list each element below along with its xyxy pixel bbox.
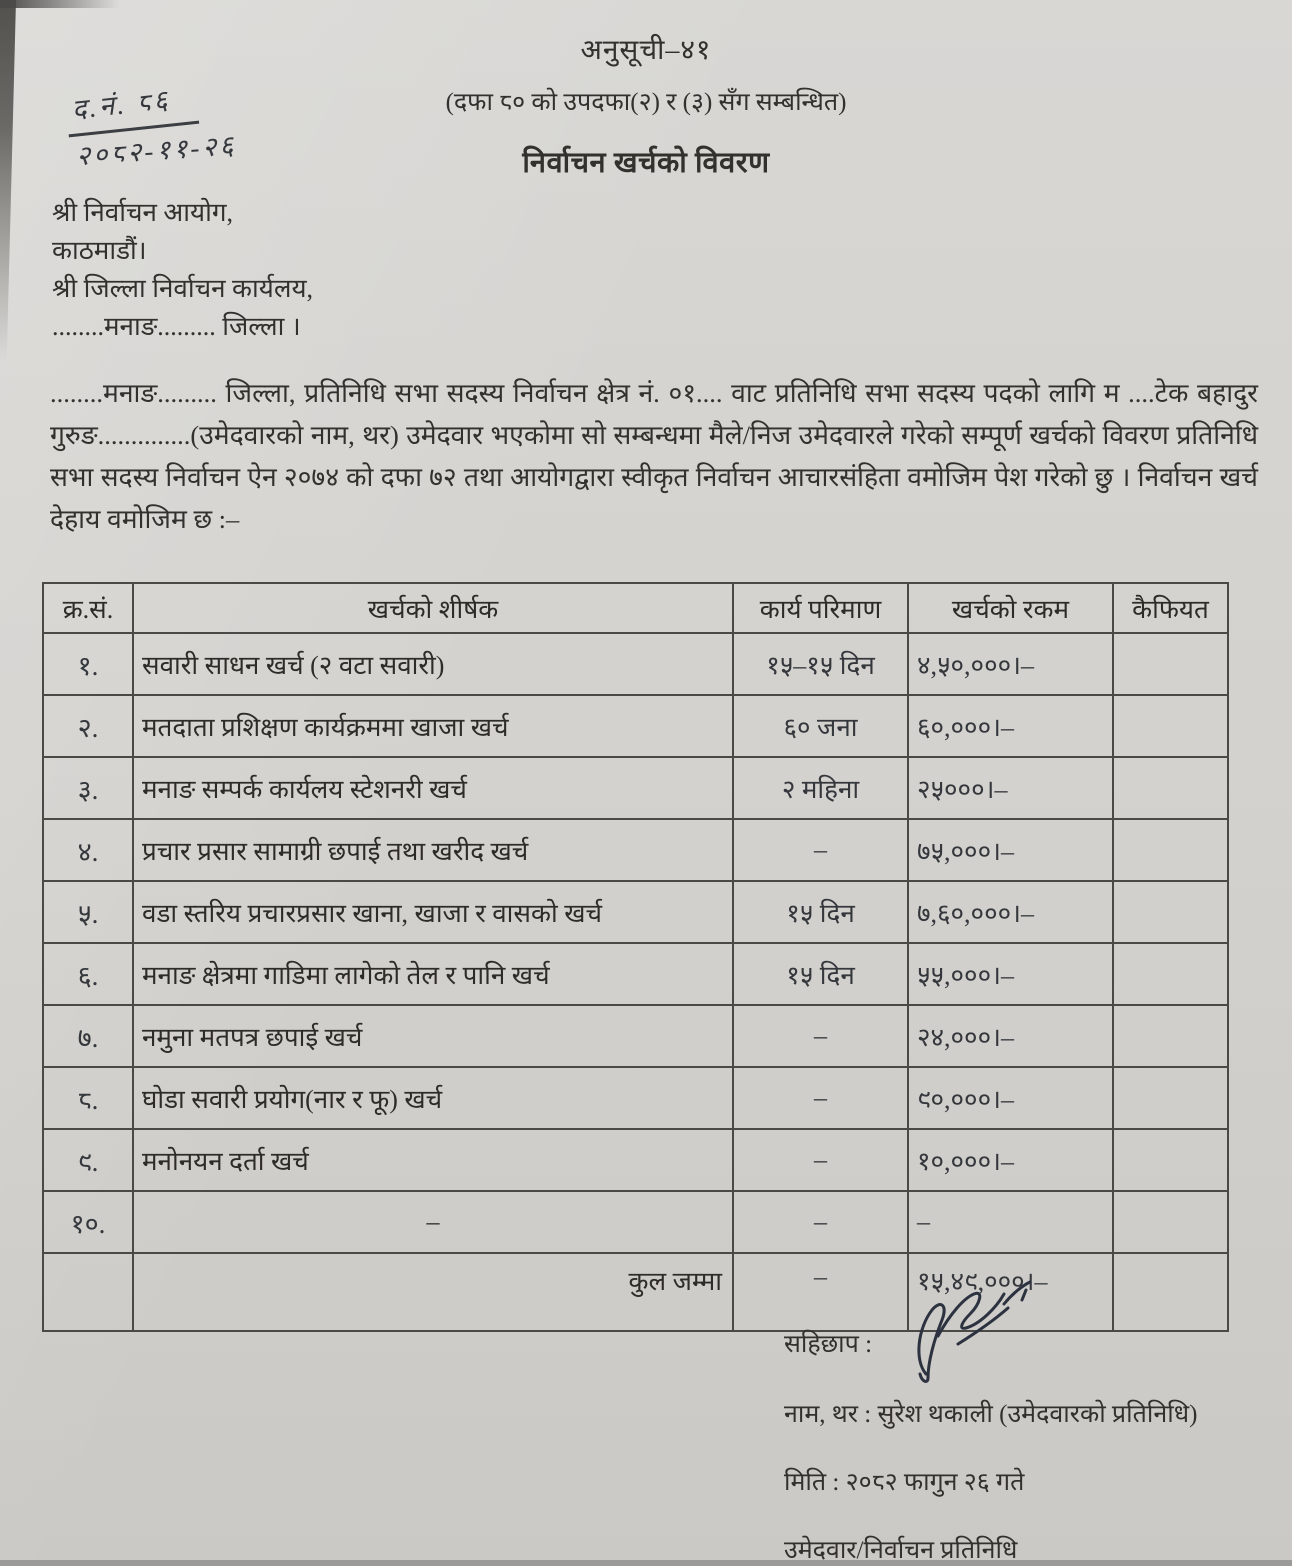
seal-row xyxy=(784,1292,1197,1370)
signature-block xyxy=(784,1292,1197,1566)
table-row xyxy=(43,881,1228,943)
registration-number: द.नं. ८६ xyxy=(65,83,199,137)
row-title: मनाङ क्षेत्रमा गाडिमा लागेको तेल र पानि खर्च xyxy=(133,943,733,1005)
scan-artifact-mark xyxy=(0,232,13,266)
row-remark xyxy=(1113,1191,1228,1253)
total-quantity: – xyxy=(733,1253,908,1331)
scan-edge-shadow-top xyxy=(0,0,120,8)
col-header-title: खर्चको शीर्षक xyxy=(133,583,733,633)
row-amount: ४,५०,०००।– xyxy=(908,633,1113,695)
address-line-city: काठमाडौं। xyxy=(52,236,147,265)
row-sn: ५. xyxy=(43,881,133,943)
page-title: निर्वाचन खर्चको विवरण xyxy=(522,147,770,179)
row-remark xyxy=(1113,881,1228,943)
row-quantity: १५ दिन xyxy=(733,943,908,1005)
row-amount: ५५,०००।– xyxy=(908,943,1113,1005)
row-amount: – xyxy=(908,1191,1113,1253)
row-quantity: – xyxy=(733,1067,908,1129)
total-label: कुल जम्मा xyxy=(133,1253,733,1331)
table-row xyxy=(43,1129,1228,1191)
row-sn: २. xyxy=(43,695,133,757)
row-amount: ६०,०००।– xyxy=(908,695,1113,757)
row-quantity: – xyxy=(733,1129,908,1191)
row-quantity: ६० जना xyxy=(733,695,908,757)
total-sn xyxy=(43,1253,133,1331)
row-title: मनोनयन दर्ता खर्च xyxy=(133,1129,733,1191)
row-title: नमुना मतपत्र छपाई खर्च xyxy=(133,1005,733,1067)
row-amount: २४,०००।– xyxy=(908,1005,1113,1067)
handwritten-registration-note xyxy=(65,81,238,174)
schedule-number: अनुसूची–४१ xyxy=(580,35,712,66)
row-title: वडा स्तरिय प्रचारप्रसार खाना, खाजा र वासको खर्च xyxy=(133,881,733,943)
expense-table xyxy=(42,582,1229,1332)
registration-date: २०८२-११-२६ xyxy=(75,129,238,171)
row-amount: २५०००।– xyxy=(908,757,1113,819)
table-row xyxy=(43,1191,1228,1253)
col-header-sn: क्र.सं. xyxy=(43,583,133,633)
submission-date-line: मिति : २०८२ फागुन २६ गते xyxy=(784,1469,1025,1496)
address-line-district-office: श्री जिल्ला निर्वाचन कार्यलय, xyxy=(52,274,314,303)
row-remark xyxy=(1113,695,1228,757)
table-row xyxy=(43,633,1228,695)
total-amount: १५,४९,०००।– xyxy=(908,1253,1113,1331)
col-header-amount: खर्चको रकम xyxy=(908,583,1113,633)
row-title: घोडा सवारी प्रयोग(नार र फू) खर्च xyxy=(133,1067,733,1129)
table-row xyxy=(43,943,1228,1005)
row-title: प्रचार प्रसार सामाग्री छपाई तथा खरीद खर्च xyxy=(133,819,733,881)
row-quantity: – xyxy=(733,1191,908,1253)
col-header-quantity: कार्य परिमाण xyxy=(733,583,908,633)
row-remark xyxy=(1113,757,1228,819)
row-title: मनाङ सम्पर्क कार्यलय स्टेशनरी खर्च xyxy=(133,757,733,819)
row-quantity: १५ दिन xyxy=(733,881,908,943)
row-sn: १०. xyxy=(43,1191,133,1253)
row-remark xyxy=(1113,819,1228,881)
row-sn: १. xyxy=(43,633,133,695)
row-amount: ९०,०००।– xyxy=(908,1067,1113,1129)
table-row xyxy=(43,1005,1228,1067)
row-sn: ३. xyxy=(43,757,133,819)
table-row xyxy=(43,695,1228,757)
row-title: सवारी साधन खर्च (२ वटा सवारी) xyxy=(133,633,733,695)
row-amount: ७५,०००।– xyxy=(908,819,1113,881)
table-row xyxy=(43,757,1228,819)
address-line-commission: श्री निर्वाचन आयोग, xyxy=(52,198,233,227)
declaration-paragraph: ........मनाङ......... जिल्ला, प्रतिनिधि सभा सदस्य निर्वाचन क्षेत्र नं. ०१.... वाट प्रतिनिधि सभा सदस्य पदको लागि म ....टेक बहादुर गुरुङ..............(उमेदवारको नाम, थर) उमेदवार भएकोमा सो सम्बन्धमा मैले/निज उमेदवारले गरेको सम्पूर्ण खर्चको विवरण प्रतिनिधि सभा सदस्य निर्वाचन ऐन २०७४ को दफा ७२ तथा आयोगद्वारा स्वीकृत निर्वाचन आचारसंहिता वमोजिम पेश गरेको छु । निर्वाचन खर्च देहाय वमोजिम छ :– xyxy=(50,378,1258,534)
row-title: – xyxy=(133,1191,733,1253)
row-remark xyxy=(1113,633,1228,695)
row-quantity: १५–१५ दिन xyxy=(733,633,908,695)
handwritten-signature-icon xyxy=(904,1278,1054,1388)
row-sn: ७. xyxy=(43,1005,133,1067)
row-sn: ६. xyxy=(43,943,133,1005)
row-amount: ७,६०,०००।– xyxy=(908,881,1113,943)
row-remark xyxy=(1113,1005,1228,1067)
address-block xyxy=(52,194,313,346)
row-sn: ८. xyxy=(43,1067,133,1129)
related-clause: (दफा ८० को उपदफा(२) र (३) सँग सम्बन्धित) xyxy=(445,89,847,116)
signatory-name-line: नाम, थर : सुरेश थकाली (उमेदवारको प्रतिनिधि) xyxy=(784,1401,1198,1428)
row-remark xyxy=(1113,1067,1228,1129)
row-quantity: – xyxy=(733,1005,908,1067)
row-sn: ९. xyxy=(43,1129,133,1191)
table-row xyxy=(43,1067,1228,1129)
row-amount: १०,०००।– xyxy=(908,1129,1113,1191)
row-quantity: – xyxy=(733,819,908,881)
seal-label: सहिछाप : xyxy=(784,1331,873,1358)
row-title: मतदाता प्रशिक्षण कार्यक्रममा खाजा खर्च xyxy=(133,695,733,757)
row-remark xyxy=(1113,1129,1228,1191)
table-row xyxy=(43,819,1228,881)
row-sn: ४. xyxy=(43,819,133,881)
col-header-remarks: कैफियत xyxy=(1113,583,1228,633)
row-quantity: २ महिना xyxy=(733,757,908,819)
table-header-row xyxy=(43,583,1228,633)
address-line-district: ........मनाङ......... जिल्ला । xyxy=(52,312,301,341)
row-remark xyxy=(1113,943,1228,1005)
signatory-role-line: उमेदवार/निर्वाचन प्रतिनिधि xyxy=(784,1537,1018,1564)
